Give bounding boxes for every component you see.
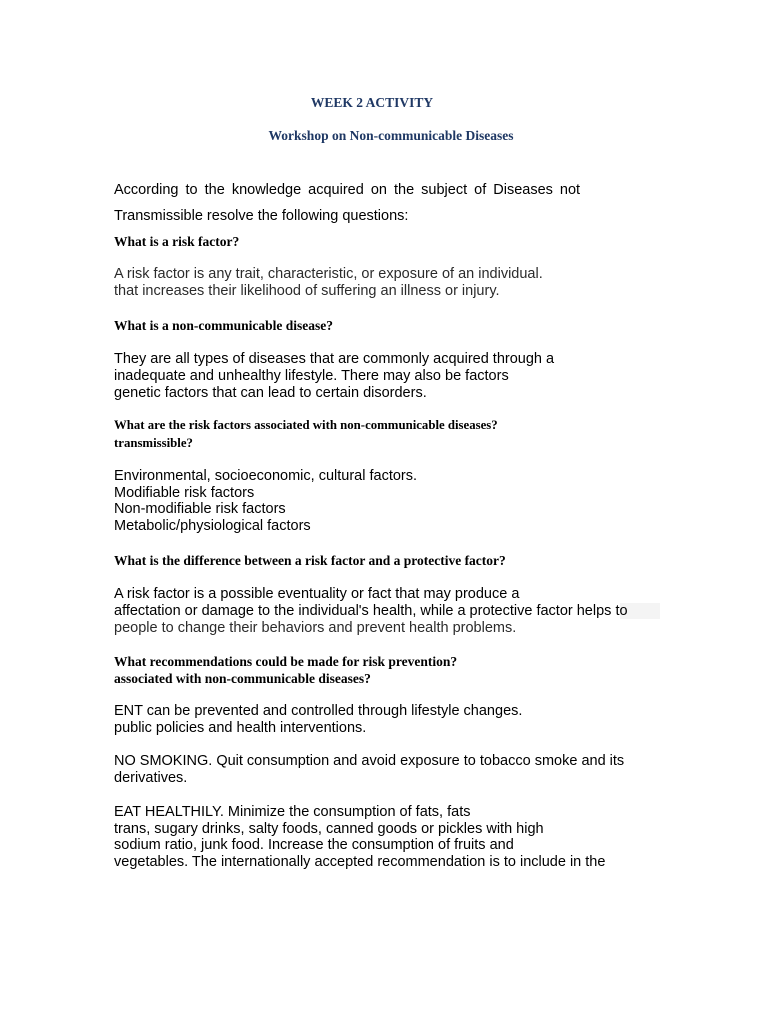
document-title: WEEK 2 ACTIVITY: [310, 95, 434, 110]
question-heading: What recommendations could be made for risk prevention?: [114, 654, 458, 669]
question-heading: What is a non-communicable disease?: [114, 318, 334, 333]
answer-line: They are all types of diseases that are commonly acquired through a: [114, 351, 555, 367]
recommendation-line: sodium ratio, junk food. Increase the consumption of fruits and: [114, 837, 514, 853]
answer-line: inadequate and unhealthy lifestyle. There may also be factors: [114, 368, 509, 384]
question-heading: associated with non-communicable diseases?: [114, 671, 371, 686]
answer-line: Environmental, socioeconomic, cultural factors.: [114, 468, 418, 484]
answer-line: A risk factor is any trait, characteristic, or exposure of an individual.: [114, 266, 543, 282]
document-subtitle: Workshop on Non-communicable Diseases: [268, 128, 514, 143]
answer-line: that increases their likelihood of suffering an illness or injury.: [114, 283, 500, 299]
intro-line: According to the knowledge acquired on the subject of Diseases not: [114, 182, 581, 198]
question-heading: What is the difference between a risk factor and a protective factor?: [114, 553, 506, 568]
answer-line: A risk factor is a possible eventuality or fact that may produce a: [114, 586, 520, 602]
question-heading: What is a risk factor?: [114, 234, 240, 249]
answer-line: people to change their behaviors and prevent health problems.: [114, 620, 517, 636]
answer-line: Non-modifiable risk factors: [114, 501, 286, 517]
answer-line: genetic factors that can lead to certain disorders.: [114, 385, 427, 401]
answer-line: Modifiable risk factors: [114, 485, 255, 501]
recommendation-line: derivatives.: [114, 770, 188, 786]
recommendation-line: EAT HEALTHILY. Minimize the consumption of fats, fats: [114, 804, 471, 820]
recommendation-line: NO SMOKING. Quit consumption and avoid exposure to tobacco smoke and its: [114, 753, 625, 769]
answer-line: Metabolic/physiological factors: [114, 518, 311, 534]
answer-line: affectation or damage to the individual's health, while a protective factor helps to: [114, 603, 628, 619]
answer-line: public policies and health interventions.: [114, 720, 367, 736]
intro-line: Transmissible resolve the following questions:: [114, 208, 409, 224]
recommendation-line: trans, sugary drinks, salty foods, canned goods or pickles with high: [114, 821, 544, 837]
question-heading: transmissible?: [114, 436, 193, 450]
answer-line: ENT can be prevented and controlled through lifestyle changes.: [114, 703, 523, 719]
recommendation-line: vegetables. The internationally accepted recommendation is to include in the: [114, 854, 606, 870]
question-heading: What are the risk factors associated with non-communicable diseases?: [114, 418, 498, 432]
